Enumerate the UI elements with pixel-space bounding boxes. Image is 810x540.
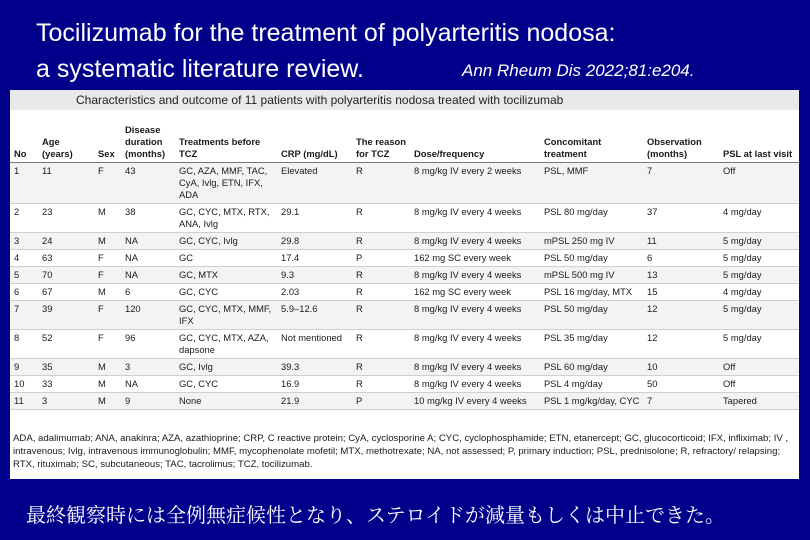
table-cell: 4 mg/day bbox=[719, 284, 799, 301]
table-row bbox=[10, 330, 799, 359]
table-cell: PSL 35 mg/day bbox=[540, 330, 643, 359]
table-cell: 162 mg SC every week bbox=[410, 250, 540, 267]
table-cell: F bbox=[94, 267, 121, 284]
table-cell: 4 bbox=[10, 250, 38, 267]
table-row bbox=[10, 284, 799, 301]
table-cell: 9 bbox=[10, 359, 38, 376]
table-cell: 5 mg/day bbox=[719, 267, 799, 284]
table-cell: mPSL 250 mg IV bbox=[540, 233, 643, 250]
table-cell: Off bbox=[719, 376, 799, 393]
table-cell: 10 bbox=[643, 359, 719, 376]
table-cell: 162 mg SC every week bbox=[410, 284, 540, 301]
table-cell: 24 bbox=[38, 233, 94, 250]
table-cell: M bbox=[94, 393, 121, 410]
table-cell: P bbox=[352, 393, 410, 410]
column-header: No bbox=[10, 114, 38, 163]
table-cell: 8 mg/kg IV every 2 weeks bbox=[410, 163, 540, 204]
table-cell: 8 mg/kg IV every 4 weeks bbox=[410, 204, 540, 233]
table-cell: 5.9–12.6 bbox=[277, 301, 352, 330]
table-row bbox=[10, 267, 799, 284]
table-cell: PSL 16 mg/day, MTX bbox=[540, 284, 643, 301]
table-caption: Characteristics and outcome of 11 patients with polyarteritis nodosa treated with tocilizumab bbox=[10, 90, 799, 110]
table-cell: 70 bbox=[38, 267, 94, 284]
column-header: The reason for TCZ bbox=[352, 114, 410, 163]
table-cell: R bbox=[352, 301, 410, 330]
column-header: Sex bbox=[94, 114, 121, 163]
table-cell: R bbox=[352, 204, 410, 233]
table-cell: 10 bbox=[10, 376, 38, 393]
table-cell: 8 mg/kg IV every 4 weeks bbox=[410, 301, 540, 330]
table-cell: R bbox=[352, 267, 410, 284]
table-cell: M bbox=[94, 233, 121, 250]
table-cell: 39.3 bbox=[277, 359, 352, 376]
table-cell: M bbox=[94, 359, 121, 376]
table-row bbox=[10, 204, 799, 233]
table-cell: F bbox=[94, 301, 121, 330]
table-cell: 7 bbox=[643, 163, 719, 204]
table-cell: F bbox=[94, 330, 121, 359]
table-cell: R bbox=[352, 163, 410, 204]
table-cell: 23 bbox=[38, 204, 94, 233]
table-cell: 5 mg/day bbox=[719, 250, 799, 267]
column-header: Disease duration (months) bbox=[121, 114, 175, 163]
table-cell: PSL 4 mg/day bbox=[540, 376, 643, 393]
table-cell: NA bbox=[121, 267, 175, 284]
table-cell: 8 mg/kg IV every 4 weeks bbox=[410, 233, 540, 250]
table-cell: 11 bbox=[643, 233, 719, 250]
table-cell: 39 bbox=[38, 301, 94, 330]
table-cell: GC, AZA, MMF, TAC, CyA, Ivlg, ETN, IFX, ADA bbox=[175, 163, 277, 204]
table-cell: NA bbox=[121, 250, 175, 267]
table-cell: 8 bbox=[10, 330, 38, 359]
table-cell: 16.9 bbox=[277, 376, 352, 393]
table-cell: 38 bbox=[121, 204, 175, 233]
patient-table bbox=[10, 114, 799, 410]
table-cell: Elevated bbox=[277, 163, 352, 204]
slide-title-line1: Tocilizumab for the treatment of polyarteritis nodosa: bbox=[36, 19, 616, 47]
table-cell: 52 bbox=[38, 330, 94, 359]
table-panel bbox=[10, 90, 799, 479]
table-cell: PSL 60 mg/day bbox=[540, 359, 643, 376]
table-cell: 50 bbox=[643, 376, 719, 393]
table-cell: 1 bbox=[10, 163, 38, 204]
table-cell: 35 bbox=[38, 359, 94, 376]
table-cell: 96 bbox=[121, 330, 175, 359]
table-cell: R bbox=[352, 376, 410, 393]
slide-title-line2: a systematic literature review. bbox=[36, 55, 364, 83]
column-header: Observation (months) bbox=[643, 114, 719, 163]
table-cell: 29.1 bbox=[277, 204, 352, 233]
table-cell: 67 bbox=[38, 284, 94, 301]
table-cell: 10 mg/kg IV every 4 weeks bbox=[410, 393, 540, 410]
table-cell: 7 bbox=[643, 393, 719, 410]
table-cell: 7 bbox=[10, 301, 38, 330]
table-cell: GC, MTX bbox=[175, 267, 277, 284]
table-cell: 3 bbox=[38, 393, 94, 410]
table-footnote: ADA, adalimumab; ANA, anakinra; AZA, azathioprine; CRP, C reactive protein; CyA, cyclosporine A; CYC, cyclophosphamide; ETN, etanercept; GC, glucocorticoid; IFX, infliximab; IV , intravenous; Ivlg, intravenous immunoglobulin; MMF, mycophenolate mofetil; MTX, methotrexate; NA, not assessed; P, primary induction; PSL, prednisolone; R, refractory/ relapsing; RTX, rituximab; SC, subcutaneous; TAC, tacrolimus; TCZ, tocilizumab. bbox=[13, 433, 789, 470]
table-header bbox=[10, 114, 799, 163]
table-cell: Off bbox=[719, 163, 799, 204]
table-cell: 6 bbox=[10, 284, 38, 301]
column-header: PSL at last visit bbox=[719, 114, 799, 163]
table-cell: GC, Ivlg bbox=[175, 359, 277, 376]
column-header: Age (years) bbox=[38, 114, 94, 163]
table-row bbox=[10, 163, 799, 204]
table-cell: 2 bbox=[10, 204, 38, 233]
table-cell: 12 bbox=[643, 301, 719, 330]
table-cell: PSL 50 mg/day bbox=[540, 250, 643, 267]
table-cell: 63 bbox=[38, 250, 94, 267]
table-cell: 8 mg/kg IV every 4 weeks bbox=[410, 330, 540, 359]
table-cell: Off bbox=[719, 359, 799, 376]
table-cell: Not mentioned bbox=[277, 330, 352, 359]
table-cell: PSL 80 mg/day bbox=[540, 204, 643, 233]
table-cell: F bbox=[94, 163, 121, 204]
table-cell: GC bbox=[175, 250, 277, 267]
table-cell: 33 bbox=[38, 376, 94, 393]
table-cell: 8 mg/kg IV every 4 weeks bbox=[410, 359, 540, 376]
table-cell: 120 bbox=[121, 301, 175, 330]
table-cell: PSL, MMF bbox=[540, 163, 643, 204]
citation: Ann Rheum Dis 2022;81:e204. bbox=[462, 61, 695, 80]
table-cell: R bbox=[352, 330, 410, 359]
table-cell: 9.3 bbox=[277, 267, 352, 284]
table-cell: 9 bbox=[121, 393, 175, 410]
table-cell: M bbox=[94, 376, 121, 393]
table-cell: M bbox=[94, 204, 121, 233]
table-cell: 8 mg/kg IV every 4 weeks bbox=[410, 376, 540, 393]
table-cell: GC, CYC, Ivlg bbox=[175, 233, 277, 250]
table-cell: M bbox=[94, 284, 121, 301]
table-cell: 11 bbox=[10, 393, 38, 410]
table-cell: NA bbox=[121, 233, 175, 250]
table-cell: R bbox=[352, 359, 410, 376]
table-row bbox=[10, 250, 799, 267]
table-cell: NA bbox=[121, 376, 175, 393]
table-cell: 5 mg/day bbox=[719, 330, 799, 359]
table-cell: mPSL 500 mg IV bbox=[540, 267, 643, 284]
table-cell: GC, CYC, MTX, RTX, ANA, Ivlg bbox=[175, 204, 277, 233]
table-cell: 2.03 bbox=[277, 284, 352, 301]
table-cell: GC, CYC, MTX, MMF, IFX bbox=[175, 301, 277, 330]
table-cell: 13 bbox=[643, 267, 719, 284]
bottom-note: 最終観察時には全例無症候性となり、ステロイドが減量もしくは中止できた。 bbox=[26, 503, 725, 527]
table-cell: F bbox=[94, 250, 121, 267]
table-row bbox=[10, 359, 799, 376]
column-header: Treatments before TCZ bbox=[175, 114, 277, 163]
table-body bbox=[10, 163, 799, 410]
table-cell: GC, CYC bbox=[175, 284, 277, 301]
table-row bbox=[10, 376, 799, 393]
column-header: Concomitant treatment bbox=[540, 114, 643, 163]
table-cell: 8 mg/kg IV every 4 weeks bbox=[410, 267, 540, 284]
table-row bbox=[10, 233, 799, 250]
column-header: Dose/frequency bbox=[410, 114, 540, 163]
column-header: CRP (mg/dL) bbox=[277, 114, 352, 163]
table-cell: 37 bbox=[643, 204, 719, 233]
table-cell: GC, CYC, MTX, AZA, dapsone bbox=[175, 330, 277, 359]
table-cell: 43 bbox=[121, 163, 175, 204]
table-cell: 5 mg/day bbox=[719, 233, 799, 250]
table-cell: Tapered bbox=[719, 393, 799, 410]
table-row bbox=[10, 393, 799, 410]
table-cell: 3 bbox=[10, 233, 38, 250]
table-cell: 12 bbox=[643, 330, 719, 359]
table-cell: 29.8 bbox=[277, 233, 352, 250]
table-cell: 6 bbox=[121, 284, 175, 301]
table-cell: 5 bbox=[10, 267, 38, 284]
table-cell: 21.9 bbox=[277, 393, 352, 410]
table-cell: PSL 50 mg/day bbox=[540, 301, 643, 330]
table-cell: 11 bbox=[38, 163, 94, 204]
table-row bbox=[10, 301, 799, 330]
table-cell: None bbox=[175, 393, 277, 410]
table-cell: 5 mg/day bbox=[719, 301, 799, 330]
header-row bbox=[10, 114, 799, 163]
table-cell: R bbox=[352, 284, 410, 301]
table-cell: P bbox=[352, 250, 410, 267]
table-cell: GC, CYC bbox=[175, 376, 277, 393]
table-cell: 17.4 bbox=[277, 250, 352, 267]
table-cell: PSL 1 mg/kg/day, CYC bbox=[540, 393, 643, 410]
table-cell: 15 bbox=[643, 284, 719, 301]
table-cell: 6 bbox=[643, 250, 719, 267]
table-cell: R bbox=[352, 233, 410, 250]
table-cell: 4 mg/day bbox=[719, 204, 799, 233]
table-cell: 3 bbox=[121, 359, 175, 376]
